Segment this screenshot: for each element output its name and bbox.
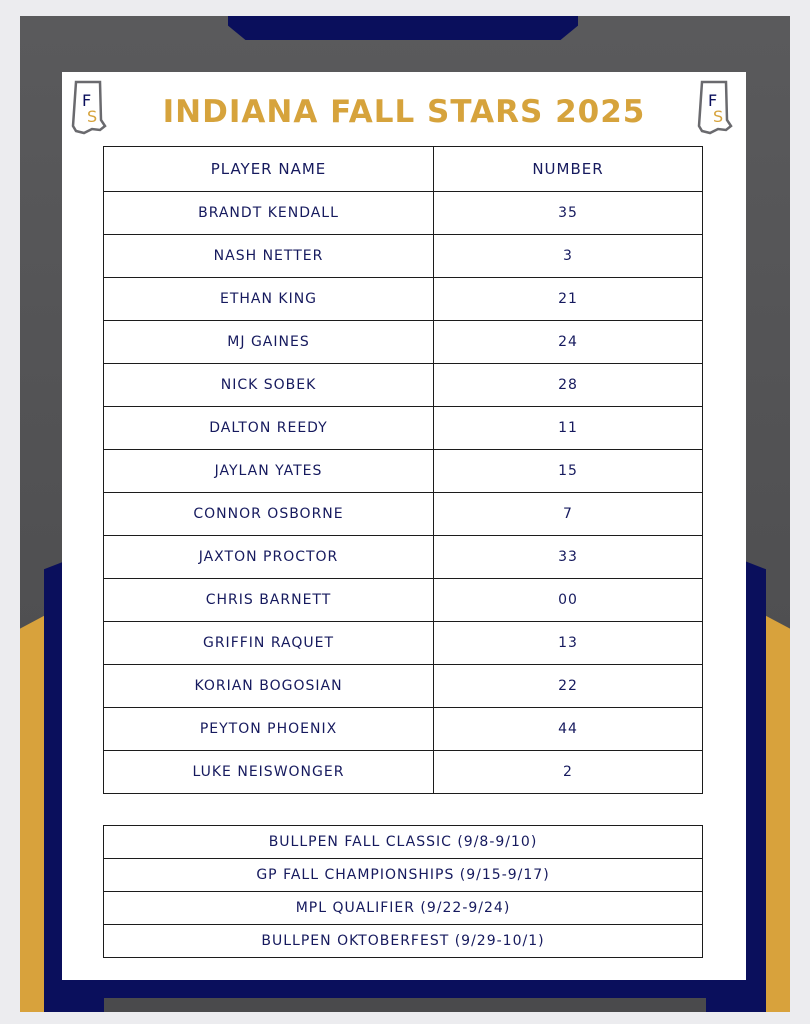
player-number: 28	[434, 364, 703, 407]
player-name: BRANDT KENDALL	[104, 192, 434, 235]
event-row	[104, 826, 703, 859]
player-number: 13	[434, 622, 703, 665]
player-number: 2	[434, 751, 703, 794]
events-table	[103, 825, 703, 958]
poster-background	[20, 16, 790, 1012]
player-name: JAYLAN YATES	[104, 450, 434, 493]
player-number: 15	[434, 450, 703, 493]
player-name: PEYTON PHOENIX	[104, 708, 434, 751]
indiana-state-logo-icon	[696, 80, 736, 136]
table-row	[104, 622, 703, 665]
player-name: GRIFFIN RAQUET	[104, 622, 434, 665]
number-header: NUMBER	[434, 147, 703, 192]
table-row	[104, 665, 703, 708]
roster-table	[103, 146, 703, 794]
table-row	[104, 493, 703, 536]
top-navy-tab	[228, 16, 578, 40]
table-row	[104, 407, 703, 450]
player-number: 33	[434, 536, 703, 579]
roster-card	[62, 72, 746, 980]
event-row	[104, 892, 703, 925]
table-row	[104, 450, 703, 493]
logo-letter-f: F	[82, 91, 92, 110]
player-name: JAXTON PROCTOR	[104, 536, 434, 579]
table-row	[104, 579, 703, 622]
player-name: MJ GAINES	[104, 321, 434, 364]
event-name: BULLPEN FALL CLASSIC (9/8-9/10)	[104, 826, 703, 859]
player-name: CHRIS BARNETT	[104, 579, 434, 622]
player-number: 3	[434, 235, 703, 278]
player-number: 22	[434, 665, 703, 708]
player-name: NICK SOBEK	[104, 364, 434, 407]
table-row	[104, 278, 703, 321]
player-number: 00	[434, 579, 703, 622]
event-name: BULLPEN OKTOBERFEST (9/29-10/1)	[104, 925, 703, 958]
event-name: GP FALL CHAMPIONSHIPS (9/15-9/17)	[104, 859, 703, 892]
player-name: KORIAN BOGOSIAN	[104, 665, 434, 708]
player-name: NASH NETTER	[104, 235, 434, 278]
table-row	[104, 536, 703, 579]
player-number: 21	[434, 278, 703, 321]
page-title: INDIANA FALL STARS 2025	[162, 94, 646, 130]
event-name: MPL QUALIFIER (9/22-9/24)	[104, 892, 703, 925]
table-row	[104, 321, 703, 364]
event-row	[104, 925, 703, 958]
logo-letter-s: S	[713, 107, 724, 126]
logo-letter-s: S	[87, 107, 98, 126]
player-name-header: PLAYER NAME	[104, 147, 434, 192]
player-number: 11	[434, 407, 703, 450]
player-number: 24	[434, 321, 703, 364]
player-number: 35	[434, 192, 703, 235]
roster-header-row	[104, 147, 703, 192]
table-row	[104, 364, 703, 407]
player-name: CONNOR OSBORNE	[104, 493, 434, 536]
event-row	[104, 859, 703, 892]
player-name: LUKE NEISWONGER	[104, 751, 434, 794]
player-name: DALTON REEDY	[104, 407, 434, 450]
player-number: 7	[434, 493, 703, 536]
table-row	[104, 235, 703, 278]
table-row	[104, 192, 703, 235]
indiana-state-logo-icon	[70, 80, 110, 136]
table-row	[104, 751, 703, 794]
table-row	[104, 708, 703, 751]
player-number: 44	[434, 708, 703, 751]
logo-letter-f: F	[708, 91, 718, 110]
player-name: ETHAN KING	[104, 278, 434, 321]
